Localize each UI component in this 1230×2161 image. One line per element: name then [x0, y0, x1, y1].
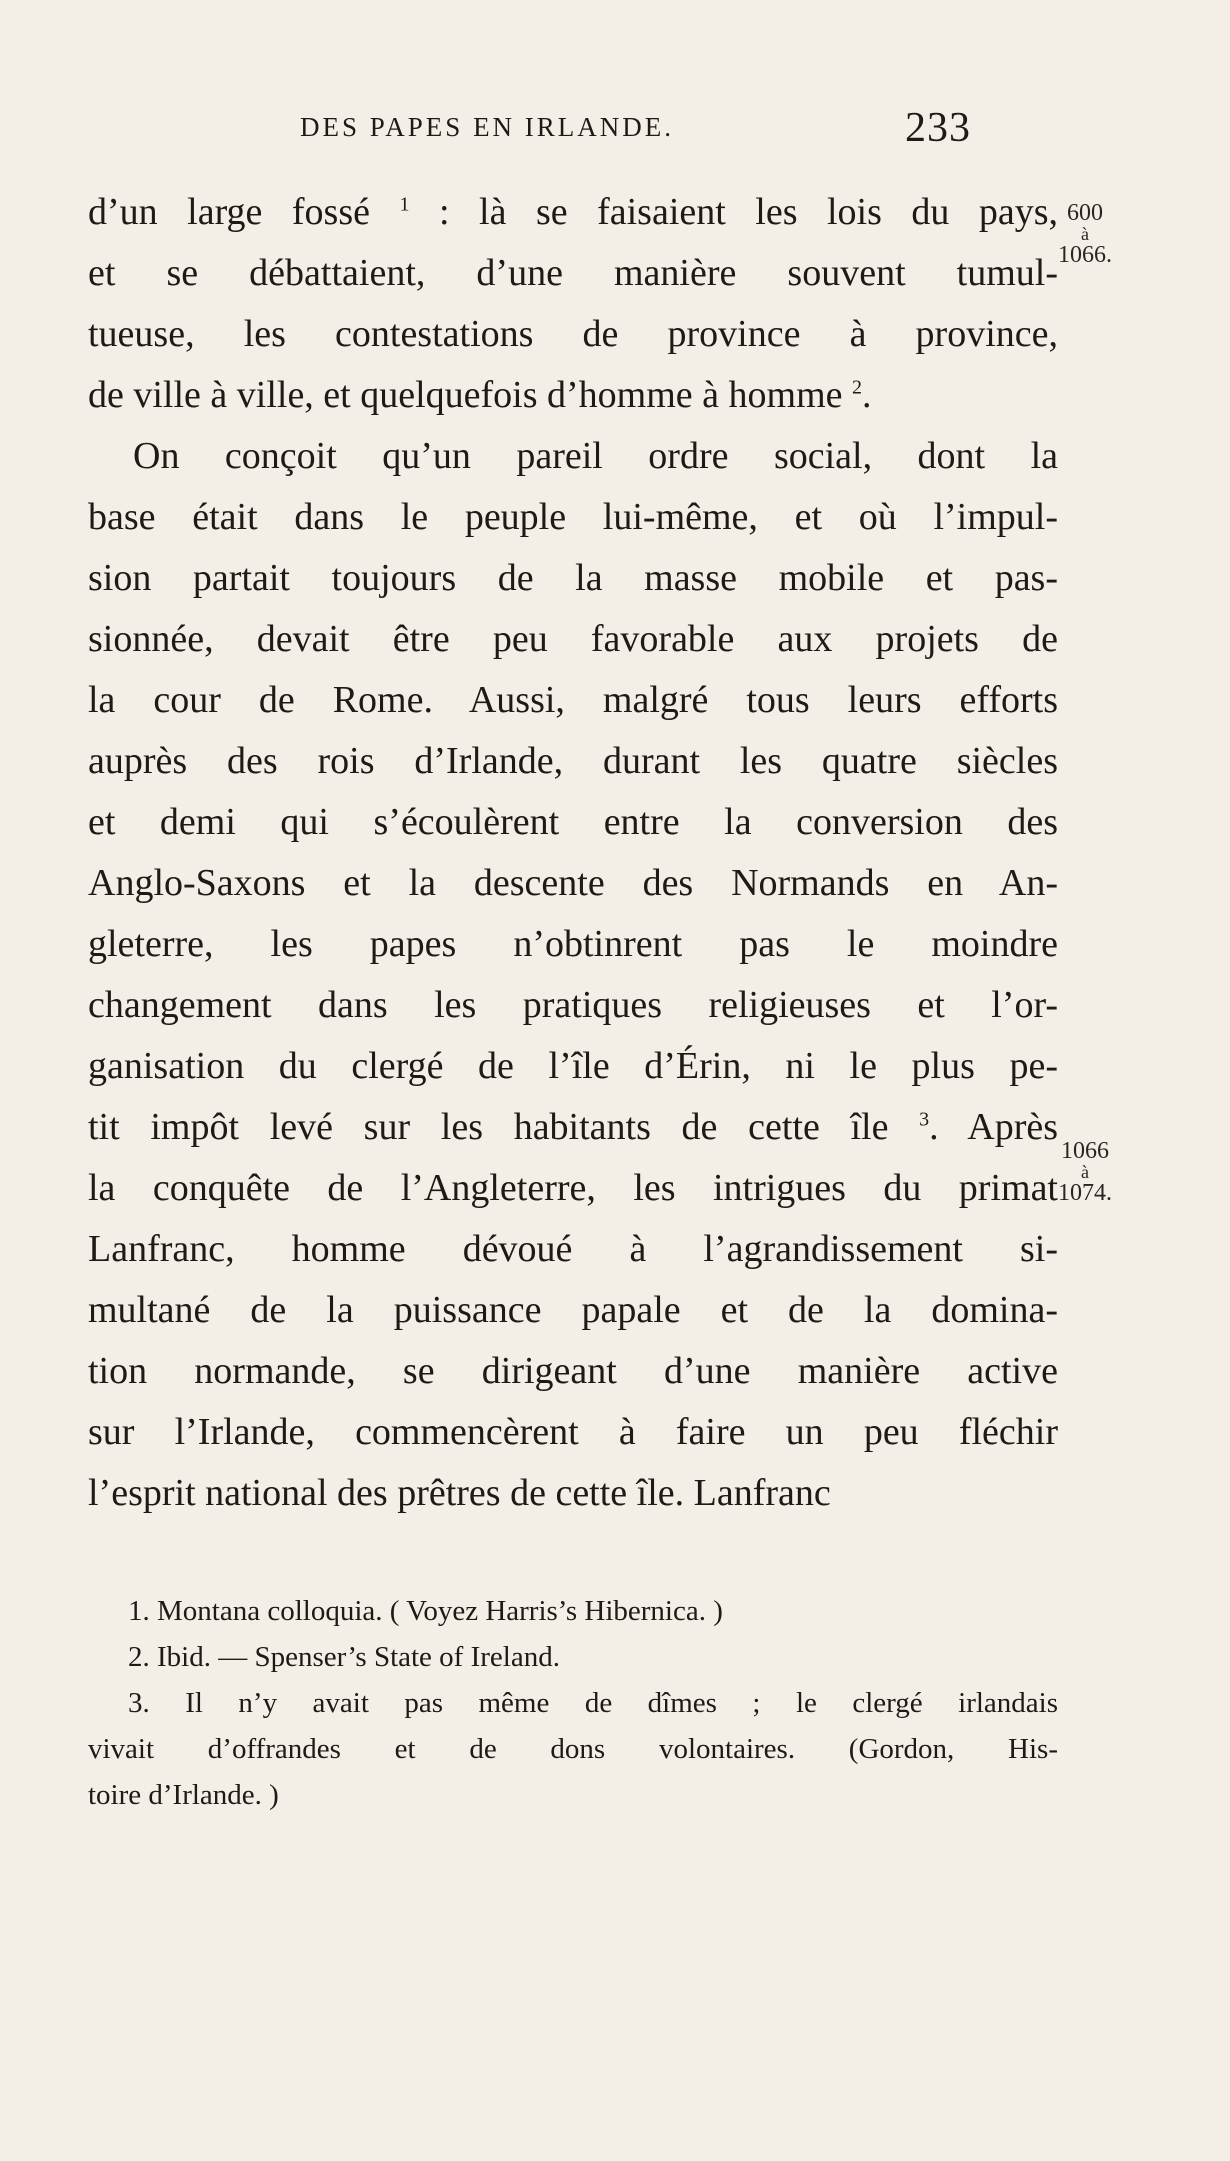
text-line: changement dans les pratiques religieuses et l’or-	[88, 984, 1058, 1026]
text-segment: : là se faisaient les lois du pays,	[438, 191, 1059, 233]
footnotes	[88, 1588, 1058, 1818]
text-segment: .	[862, 374, 872, 416]
text-line	[88, 365, 1058, 426]
text-segment: tit impôt levé sur les habitants de cette île	[88, 1106, 889, 1148]
main-text	[88, 182, 1058, 1524]
footnote-3-line: toire d’Irlande. )	[88, 1779, 279, 1811]
text-line: et demi qui s’écoulèrent entre la conversion des	[88, 801, 1058, 843]
footnote-3-line: 3. Il n’y avait pas même de dîmes ; le clergé irlandais	[128, 1687, 1058, 1719]
text-line: base était dans le peuple lui-même, et où l’impul-	[88, 496, 1058, 538]
text-line: et se débattaient, d’une manière souvent tumul-	[88, 252, 1058, 294]
text-line: sur l’Irlande, commencèrent à faire un peu fléchir	[88, 1411, 1058, 1453]
text-line: la conquête de l’Angleterre, les intrigues du primat	[88, 1167, 1058, 1209]
footnote-ref[interactable]: 3	[919, 1108, 930, 1131]
margin-date-sep: à	[1081, 1162, 1089, 1182]
margin-date	[1040, 1138, 1130, 1206]
text-line: gleterre, les papes n’obtinrent pas le moindre	[88, 923, 1058, 965]
text-line: sionnée, devait être peu favorable aux projets de	[88, 618, 1058, 660]
text-segment: d’un large fossé	[88, 191, 370, 233]
text-line: tueuse, les contestations de province à province,	[88, 313, 1058, 355]
footnote-ref[interactable]: 1	[399, 193, 410, 216]
text-segment: de ville à ville, et quelquefois d’homme à homme	[88, 374, 843, 416]
text-line	[88, 182, 1058, 243]
margin-date-sep: à	[1081, 224, 1089, 244]
footnote-2: 2. Ibid. — Spenser’s State of Ireland.	[128, 1641, 560, 1673]
text-line: l’esprit national des prêtres de cette île. Lanfranc	[88, 1472, 831, 1514]
text-line: tion normande, se dirigeant d’une manière active	[88, 1350, 1058, 1392]
page-number: 233	[905, 105, 971, 151]
text-line: multané de la puissance papale et de la domina-	[88, 1289, 1058, 1331]
margin-date-to: 1066.	[1058, 242, 1112, 268]
footnote-ref[interactable]: 2	[852, 376, 863, 399]
text-line: On conçoit qu’un pareil ordre social, dont la	[133, 435, 1058, 477]
text-line	[88, 1097, 1058, 1158]
running-title: DES PAPES EN IRLANDE.	[300, 112, 675, 142]
text-line: la cour de Rome. Aussi, malgré tous leurs efforts	[88, 679, 1058, 721]
text-line: sion partait toujours de la masse mobile et pas-	[88, 557, 1058, 599]
text-segment: . Après	[929, 1106, 1059, 1148]
text-line: Anglo-Saxons et la descente des Normands en An-	[88, 862, 1058, 904]
margin-date	[1040, 200, 1130, 268]
text-line: Lanfranc, homme dévoué à l’agrandissement si-	[88, 1228, 1058, 1270]
footnote-3-line: vivait d’offrandes et de dons volontaires. (Gordon, His-	[88, 1733, 1058, 1765]
margin-date-from: 1066	[1061, 1138, 1109, 1164]
margin-date-from: 600	[1067, 200, 1103, 226]
footnote-1: 1. Montana colloquia. ( Voyez Harris’s Hibernica. )	[128, 1595, 723, 1627]
margin-date-to: 1074.	[1058, 1180, 1112, 1206]
text-line: auprès des rois d’Irlande, durant les quatre siècles	[88, 740, 1058, 782]
text-line: ganisation du clergé de l’île d’Érin, ni le plus pe-	[88, 1045, 1058, 1087]
